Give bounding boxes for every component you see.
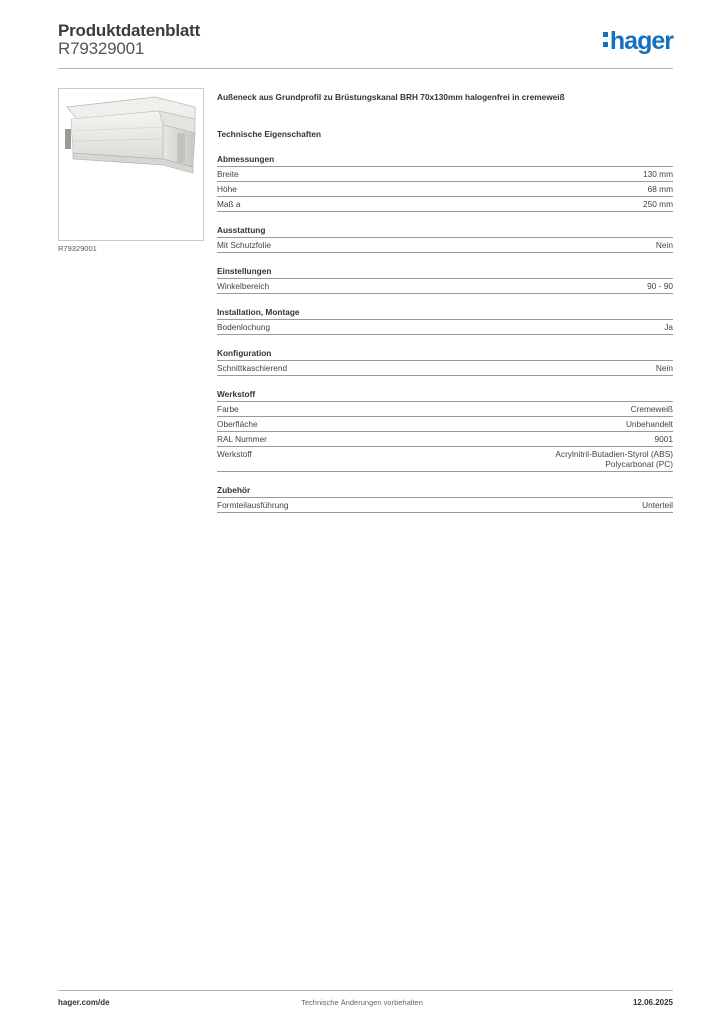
- spec-label: Bodenlochung: [217, 322, 271, 332]
- spec-label: Breite: [217, 169, 239, 179]
- spec-group: [217, 389, 673, 472]
- specification-section: [217, 92, 673, 513]
- spec-group: [217, 266, 673, 294]
- spec-value: [648, 184, 673, 194]
- product-description: Außeneck aus Grundprofil zu Brüstungskanal BRH 70x130mm halogenfrei in cremeweiß: [217, 92, 565, 102]
- spec-row: [217, 432, 673, 447]
- spec-group: [217, 307, 673, 335]
- spec-value-line: 68 mm: [647, 184, 673, 194]
- spec-row: [217, 402, 673, 417]
- spec-group: [217, 485, 673, 513]
- spec-row: [217, 417, 673, 432]
- spec-group-title: Konfiguration: [217, 348, 673, 361]
- spec-value: [642, 500, 673, 510]
- footer-date: 12.06.2025: [632, 998, 673, 1007]
- logo-colon-icon: [603, 27, 608, 47]
- spec-value-line: Nein: [655, 363, 673, 373]
- spec-group: [217, 154, 673, 212]
- spec-value: [647, 281, 673, 291]
- spec-value-line: 90 - 90: [647, 281, 673, 291]
- spec-value: [656, 363, 673, 373]
- technical-properties-title: Technische Eigenschaften: [217, 129, 322, 139]
- spec-value: [655, 434, 673, 444]
- spec-group: [217, 225, 673, 253]
- image-caption: R79329001: [58, 244, 97, 253]
- spec-row: [217, 238, 673, 253]
- spec-value-line: Cremeweiß: [630, 404, 673, 414]
- spec-row: [217, 498, 673, 513]
- spec-value-line: Ja: [664, 322, 673, 332]
- spec-group-title: Werkstoff: [217, 389, 673, 402]
- spec-row: [217, 182, 673, 197]
- spec-value: [555, 449, 673, 469]
- spec-group: [217, 348, 673, 376]
- header-divider: [58, 68, 673, 69]
- spec-value-line: Polycarbonat (PC): [605, 459, 673, 469]
- footer-website: hager.com/de: [58, 998, 110, 1007]
- spec-value-line: 250 mm: [643, 199, 673, 209]
- spec-value: [631, 404, 673, 414]
- spec-groups: [217, 154, 673, 513]
- spec-label: Werkstoff: [217, 449, 252, 459]
- spec-value: [643, 169, 673, 179]
- corner-piece-illustration: [59, 89, 203, 240]
- spec-row: [217, 320, 673, 335]
- spec-row: [217, 167, 673, 182]
- hager-logo: [603, 27, 673, 55]
- spec-label: Farbe: [217, 404, 239, 414]
- spec-row: [217, 279, 673, 294]
- spec-group-title: Zubehör: [217, 485, 673, 498]
- spec-value-line: Nein: [655, 240, 673, 250]
- spec-group-title: Einstellungen: [217, 266, 673, 279]
- spec-value: [626, 419, 673, 429]
- spec-value-line: Unbehandelt: [625, 419, 673, 429]
- spec-label: Oberfläche: [217, 419, 258, 429]
- footer-divider: [58, 990, 673, 991]
- spec-value-line: 130 mm: [643, 169, 673, 179]
- page-title: Produktdatenblatt: [58, 21, 201, 40]
- spec-value: [643, 199, 673, 209]
- spec-label: Höhe: [217, 184, 237, 194]
- spec-row: [217, 361, 673, 376]
- spec-group-title: Abmessungen: [217, 154, 673, 167]
- spec-value: [656, 240, 673, 250]
- footer-notice: Technische Änderungen vorbehalten: [301, 998, 423, 1007]
- spec-row: [217, 197, 673, 212]
- product-image: [58, 88, 204, 241]
- spec-label: Winkelbereich: [217, 281, 270, 291]
- spec-group-title: Installation, Montage: [217, 307, 673, 320]
- logo-text: hager: [609, 27, 673, 55]
- spec-value-line: Acrylnitril-Butadien-Styrol (ABS): [555, 449, 673, 459]
- product-number: R79329001: [58, 39, 145, 58]
- spec-value-line: Unterteil: [642, 500, 673, 510]
- spec-group-title: Ausstattung: [217, 225, 673, 238]
- spec-label: Formteilausführung: [217, 500, 289, 510]
- spec-value-line: 9001: [654, 434, 673, 444]
- spec-row: [217, 447, 673, 472]
- spec-label: Mit Schutzfolie: [217, 240, 271, 250]
- spec-label: RAL Nummer: [217, 434, 267, 444]
- spec-label: Schnittkaschierend: [217, 363, 288, 373]
- spec-label: Maß a: [217, 199, 241, 209]
- spec-value: [664, 322, 673, 332]
